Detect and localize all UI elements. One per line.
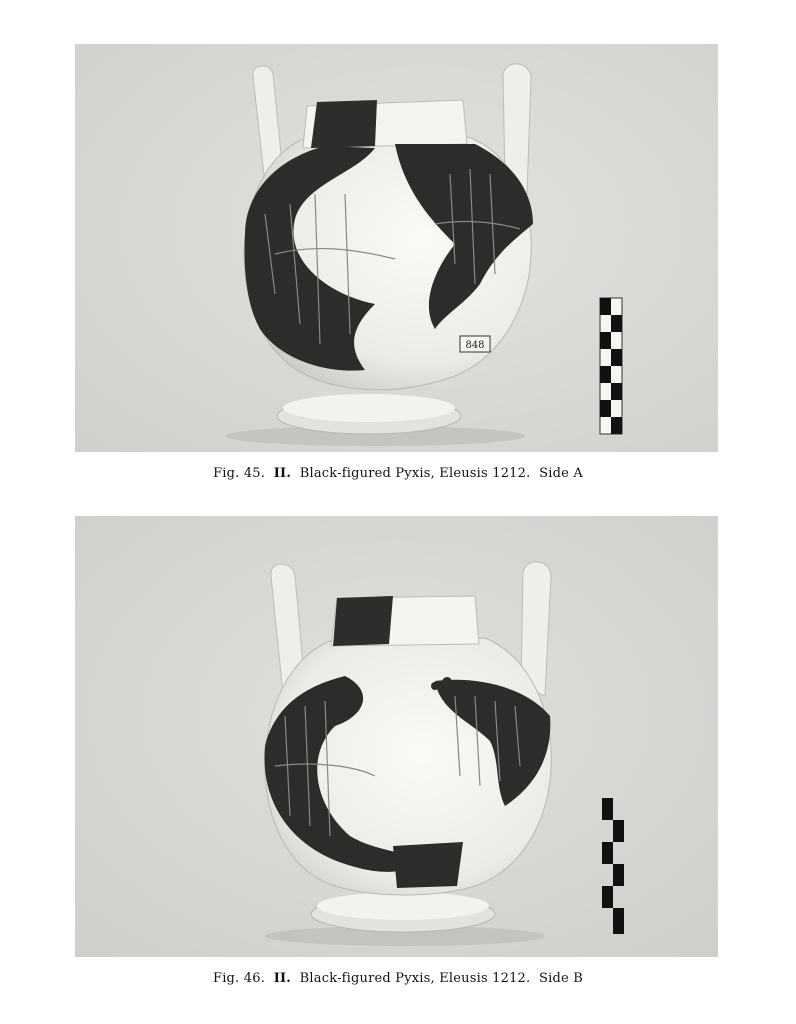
caption-title: Black-figured Pyxis, Eleusis 1212. — [299, 971, 531, 986]
caption-side: Side B — [539, 971, 584, 986]
caption-fig-number: Fig. 46. — [212, 971, 266, 986]
caption-numeral: II. — [273, 466, 292, 481]
figure-caption-45 — [0, 466, 796, 481]
caption-side: Side A — [539, 466, 583, 481]
pyxis-photo-side-b — [75, 516, 718, 957]
caption-title: Black-figured Pyxis, Eleusis 1212. — [299, 466, 531, 481]
photo-plate-side-b — [75, 516, 718, 957]
caption-fig-number: Fig. 45. — [213, 466, 266, 481]
caption-numeral: II. — [273, 971, 291, 986]
pyxis-photo-side-a — [75, 44, 718, 452]
scale-bar — [600, 298, 622, 434]
inventory-label-text: 848 — [465, 340, 485, 351]
photo-plate-side-a — [75, 44, 718, 452]
figure-caption-46 — [0, 971, 796, 986]
